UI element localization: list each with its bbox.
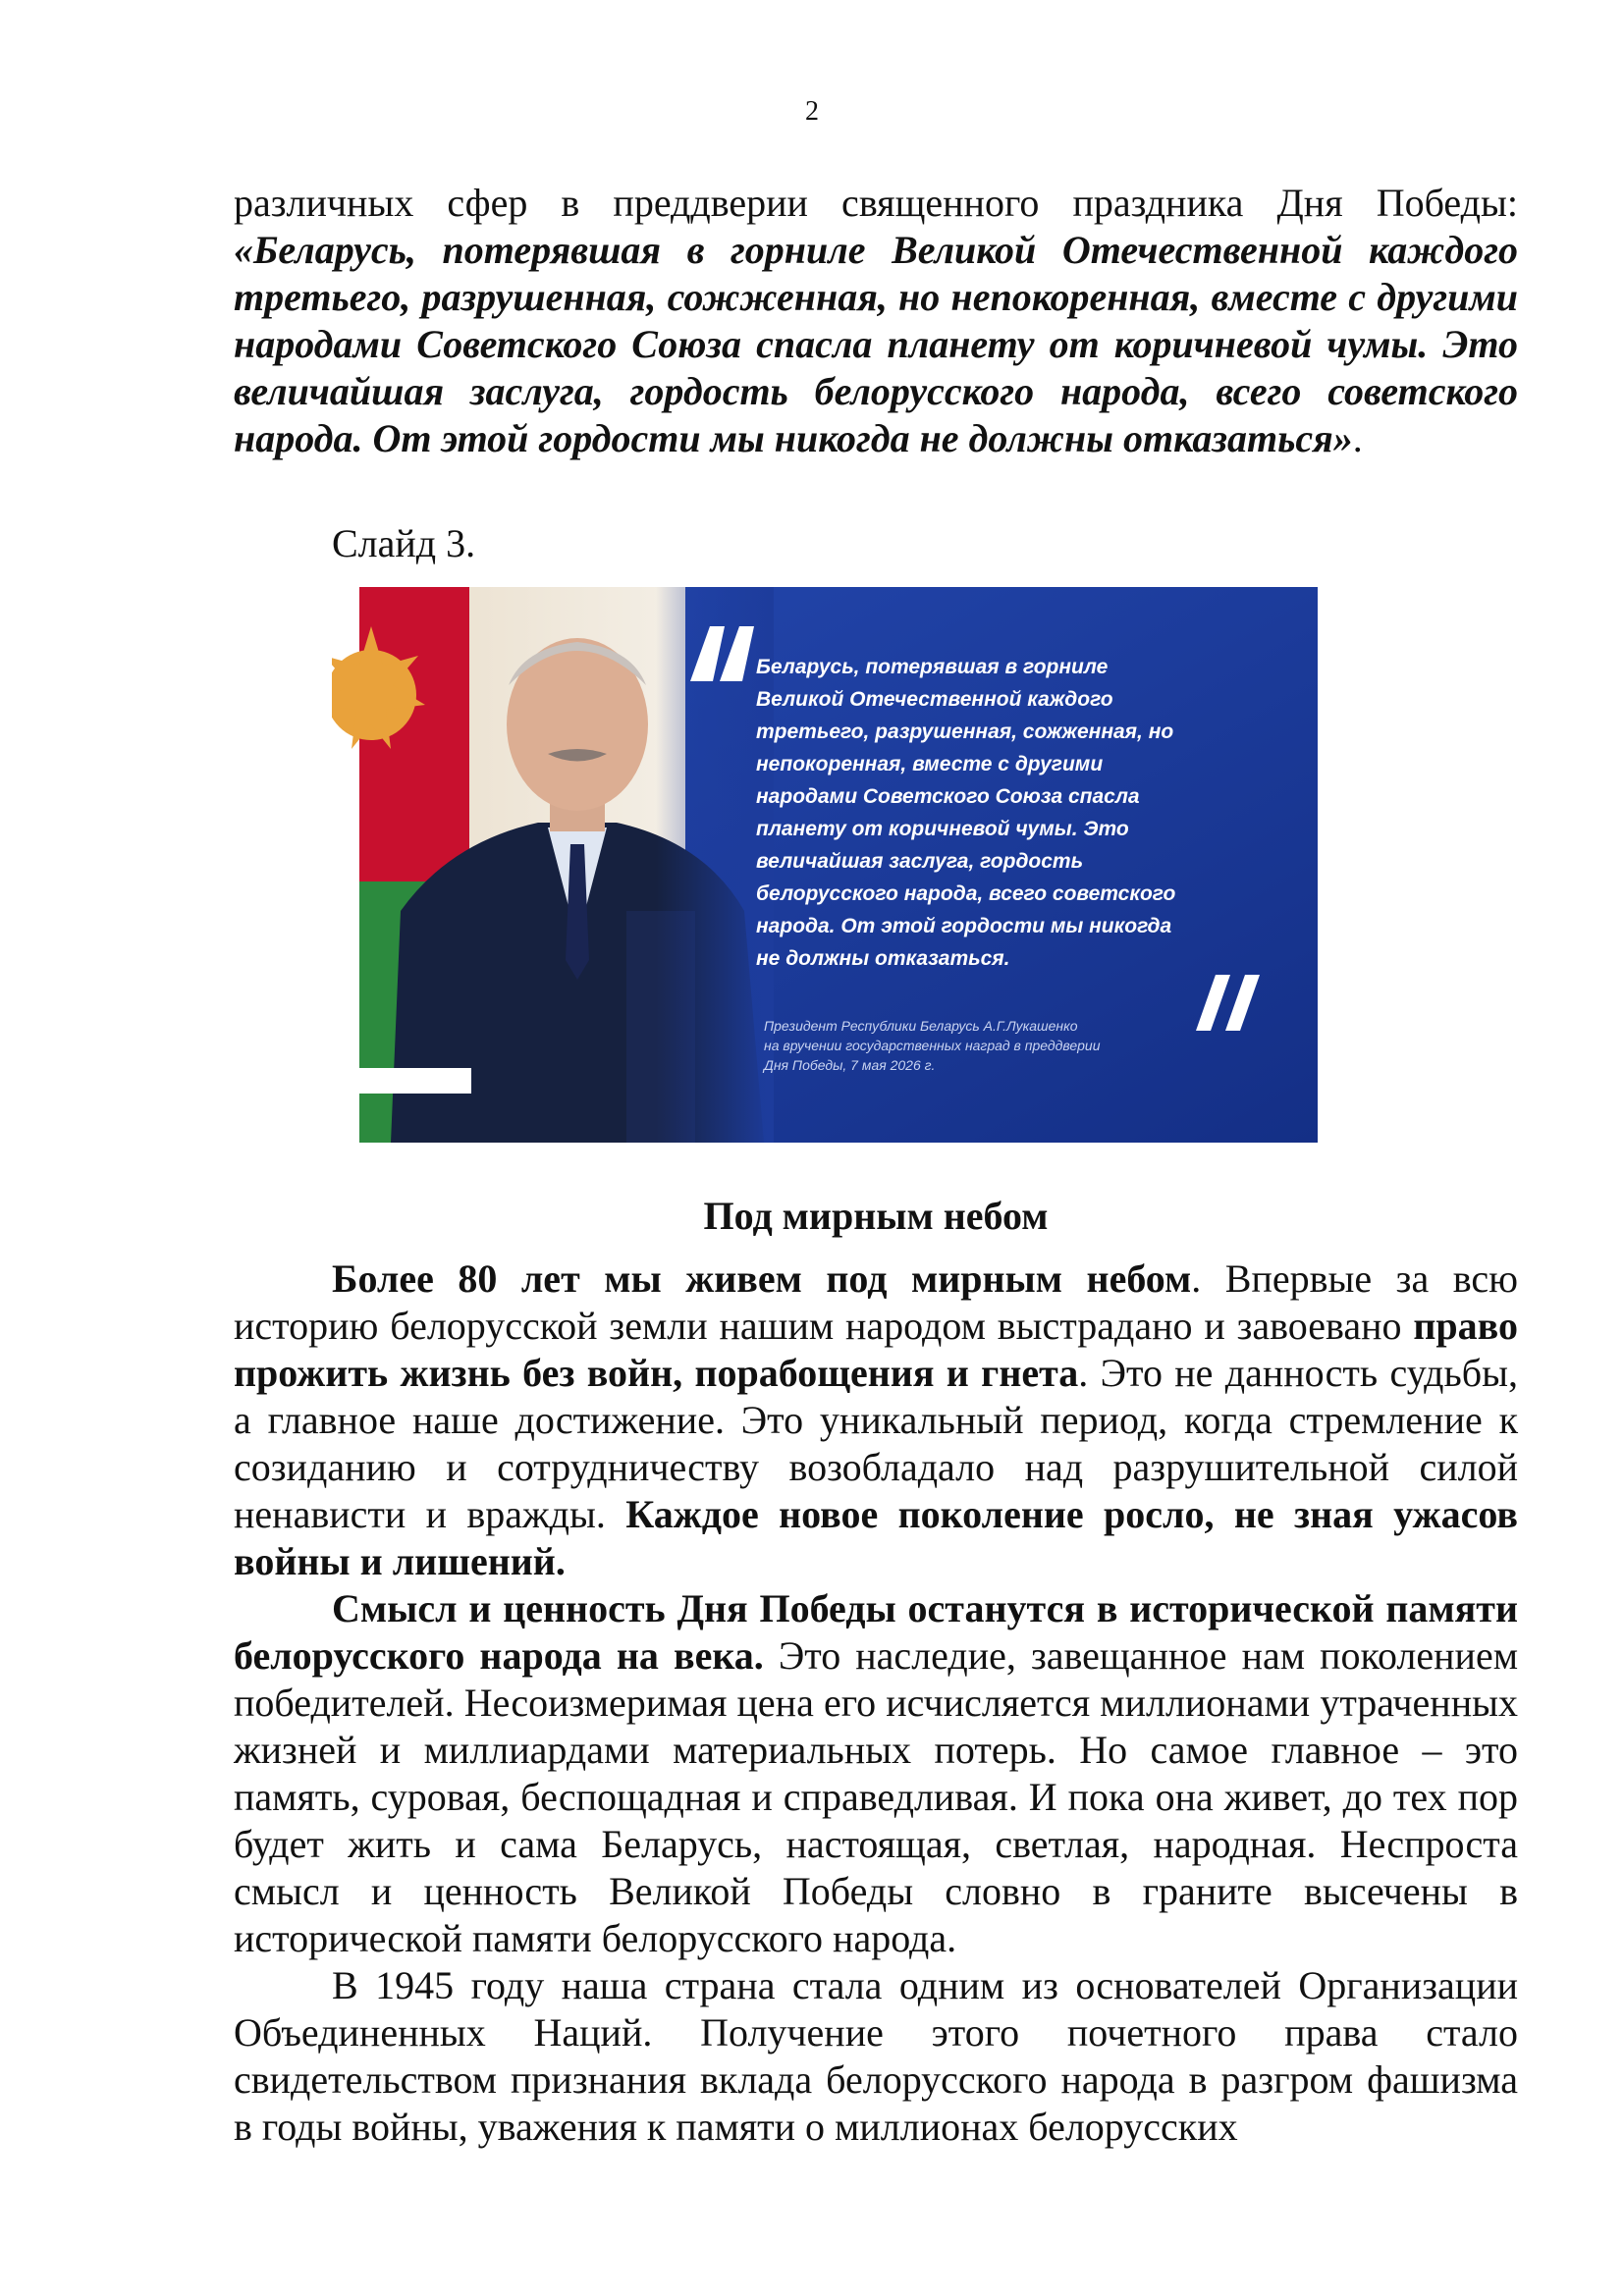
- slide-quote-line: Великой Отечественной каждого: [756, 688, 1113, 711]
- p1-text-1: . Впервые за всю историю белорусской земли нашим народом выстрадано и завоевано: [234, 1256, 1518, 1348]
- slide-image: [332, 587, 1318, 1143]
- slide-quote-line: третьего, разрушенная, сожженная, но: [756, 721, 1174, 743]
- p1-text-2: . Это не данность судьбы, а главное наше достижение. Это уникальный период, когда стремление к созиданию и сотрудничеству возобладало над разрушительной силой ненависти и вражды.: [234, 1351, 1518, 1536]
- slide-label: Слайд 3.: [332, 521, 476, 565]
- paragraph-victory-meaning: [234, 1585, 1518, 1962]
- p1-bold-2: право прожить жизнь без войн, порабощения и гнета: [234, 1304, 1518, 1395]
- slide-caption-line: Дня Победы, 7 мая 2026 г.: [764, 1057, 936, 1073]
- paragraph-peaceful-sky: [234, 1255, 1518, 1585]
- slide-quote-line: народа. От этой гордости мы никогда: [756, 915, 1172, 937]
- paragraph-un-founding: [234, 1962, 1518, 2151]
- p3-text-1: В 1945 году наша страна стала одним из основателей Организации Объединенных Наций. Получение этого почетного права стало свидетельством признания вклада белорусского народа в разгром фашизма в годы войны, уважения к памяти о миллионах белорусских: [234, 1963, 1518, 2149]
- intro-quote: «Беларусь, потерявшая в горниле Великой Отечественной каждого третьего, разрушенная, сожженная, но непокоренная, вместе с другими народами Советского Союза спасла планету от коричневой чумы. Это величайшая заслуга, гордость белорусского народа, всего советского народа. От этой гордости мы никогда не должны отказаться»: [234, 228, 1518, 460]
- p1-bold-3: Каждое новое поколение росло, не зная ужасов войны и лишений.: [234, 1492, 1518, 1583]
- slide-quote-line: белорусского народа, всего советского: [756, 882, 1176, 905]
- intro-lead: различных сфер в преддверии священного праздника Дня Победы:: [234, 181, 1518, 225]
- p2-bold-1: Смысл и ценность Дня Победы останутся в исторической памяти белорусского народа на века.: [234, 1586, 1518, 1678]
- slide-quote-line: народами Советского Союза спасла: [756, 785, 1140, 808]
- slide-quote-line: планету от коричневой чумы. Это: [756, 818, 1129, 840]
- section-title: Под мирным небом: [703, 1194, 1049, 1238]
- slide-quote-line: не должны отказаться.: [756, 947, 1010, 970]
- slide-quote-line: величайшая заслуга, гордость: [756, 850, 1084, 873]
- intro-paragraph: [234, 180, 1518, 462]
- slide-caption-line: на вручении государственных наград в преддверии: [764, 1038, 1101, 1053]
- slide-caption-line: Президент Республики Беларусь А.Г.Лукашенко: [764, 1018, 1078, 1034]
- page-number: 2: [805, 96, 819, 127]
- intro-end: .: [1352, 416, 1363, 460]
- p2-text-1: Это наследие, завещанное нам поколением победителей. Несоизмеримая цена его исчисляется миллионами утраченных жизней и миллиардами материальных потерь. Но самое главное – это память, суровая, беспощадная и справедливая. И пока она живет, до тех пор будет жить и сама Беларусь, настоящая, светлая, народная. Неспроста смысл и ценность Великой Победы словно в граните высечены в исторической памяти белорусского народа.: [234, 1633, 1519, 1960]
- p1-bold-1: Более 80 лет мы живем под мирным небом: [332, 1256, 1192, 1301]
- slide-quote-line: Беларусь, потерявшая в горниле: [756, 656, 1109, 678]
- slide-quote-line: непокоренная, вместе с другими: [756, 753, 1104, 775]
